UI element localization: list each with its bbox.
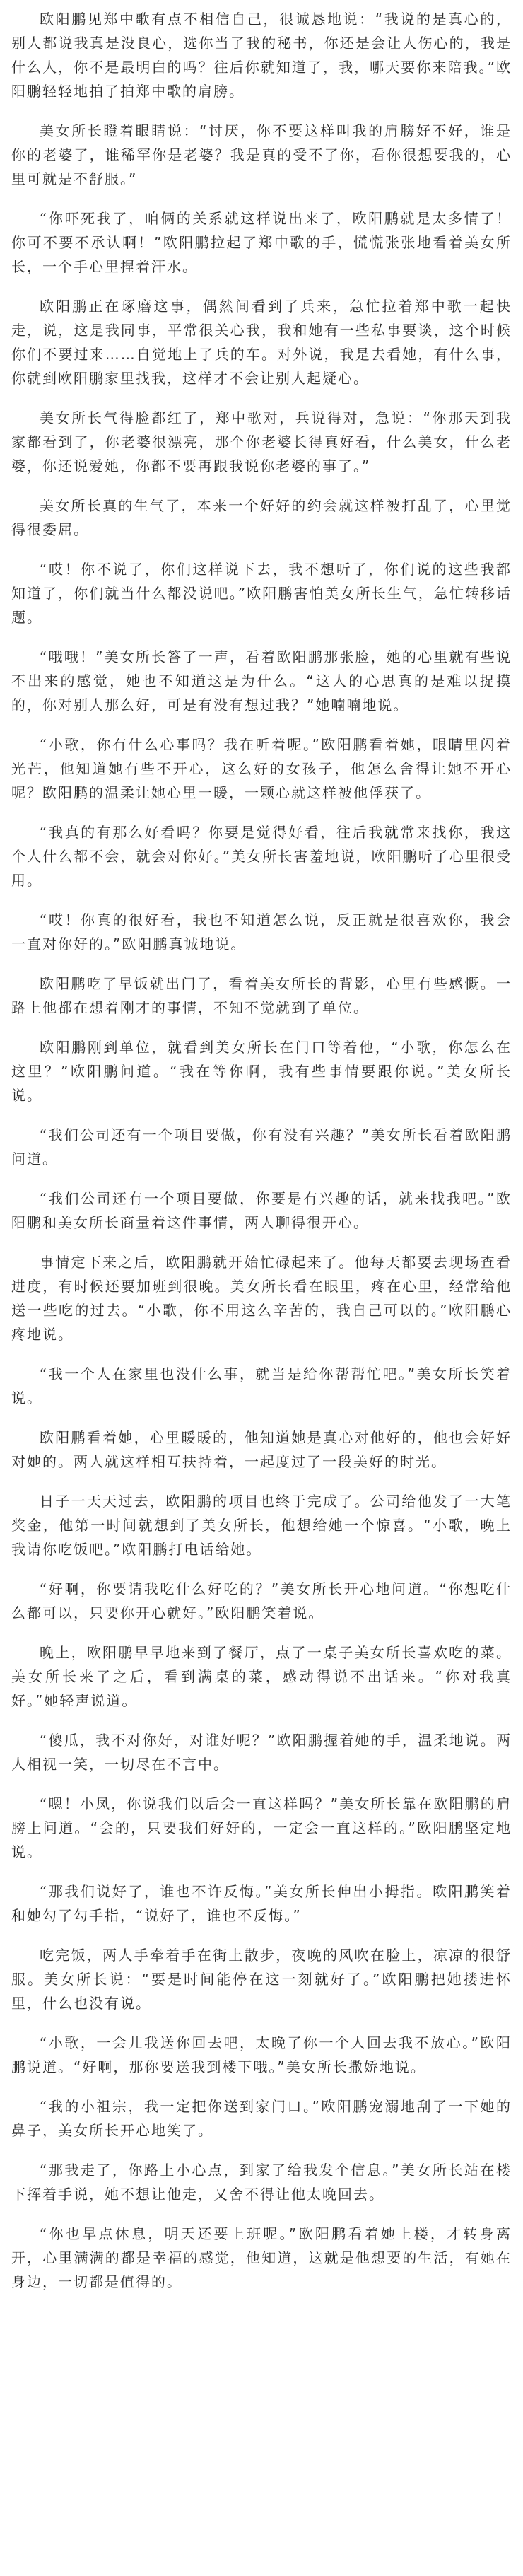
paragraph-4: 欧阳鹏正在琢磨这事，偶然间看到了兵来，急忙拉着郑中歌一起快走，说，这是我同事，平常很关心我，我和她有一些私事要谈，这个时候你们不要过来……自觉地上了兵的车。对外说，我是去看她，有什么事，你就到欧阳鹏家里找我，这样才不会让别人起疑心。 xyxy=(11,298,512,387)
paragraph-6: 美女所长真的生气了，本来一个好好的约会就这样被打乱了，心里觉得很委屈。 xyxy=(11,497,512,538)
paragraph-20: “好啊，你要请我吃什么好吃的？”美女所长开心地问道。“你想吃什么都可以，只要你开心就好。”欧阳鹏笑着说。 xyxy=(11,1580,512,1621)
paragraph-12: 欧阳鹏吃了早饭就出门了，看着美女所长的背影，心里有些感慨。一路上他都在想着刚才的事情，不知不觉就到了单位。 xyxy=(11,975,512,1016)
paragraph-26: “小歌，一会儿我送你回去吧，太晚了你一个人回去我不放心。”欧阳鹏说道。“好啊，那你要送我到楼下哦。”美女所长撒娇地说。 xyxy=(11,2034,512,2075)
paragraph-3: “你吓死我了，咱俩的关系就这样说出来了，欧阳鹏就是太多情了！你可不要不承认啊！”欧阳鹏拉起了郑中歌的手，慌慌张张地看着美女所长，一个手心里捏着汗水。 xyxy=(11,210,512,275)
paragraph-25: 吃完饭，两人手牵着手在街上散步，夜晚的风吹在脸上，凉凉的很舒服。美女所长说：“要是时间能停在这一刻就好了。”欧阳鹏把她搂进怀里，什么也没有说。 xyxy=(11,1947,512,2012)
paragraph-28: “那我走了，你路上小心点，到家了给我发个信息。”美女所长站在楼下挥着手说，她不想让他走，又舍不得让他太晚回去。 xyxy=(11,2162,512,2203)
paragraph-1: 欧阳鹏见郑中歌有点不相信自己，很诚恳地说：“我说的是真心的，别人都说我真是没良心，选你当了我的秘书，你还是会让人伤心的，我是什么人，你不是最明白的吗？往后你就知道了，我，哪天要你来陪我。”欧阳鹏轻轻地拍了拍郑中歌的肩膀。 xyxy=(11,11,512,100)
paragraph-23: “嗯！小凤，你说我们以后会一直这样吗？”美女所长靠在欧阳鹏的肩膀上问道。“会的，只要我们好好的，一定会一直这样的。”欧阳鹏坚定地说。 xyxy=(11,1795,512,1860)
paragraph-27: “我的小祖宗，我一定把你送到家门口。”欧阳鹏宠溺地刮了一下她的鼻子，美女所长开心地笑了。 xyxy=(11,2098,512,2139)
paragraph-15: “我们公司还有一个项目要做，你要是有兴趣的话，就来找我吧。”欧阳鹏和美女所长商量着这件事情，两人聊得很开心。 xyxy=(11,1190,512,1231)
paragraph-8: “哦哦！”美女所长答了一声，看着欧阳鹏那张脸，她的心里就有些说不出来的感觉，她也不知道这是为什么。“这人的心思真的是难以捉摸的，你对别人那么好，可是有没有想过我？”她喃喃地说。 xyxy=(11,648,512,713)
paragraph-11: “哎！你真的很好看，我也不知道怎么说，反正就是很喜欢你，我会一直对你好的。”欧阳鹏真诚地说。 xyxy=(11,911,512,952)
paragraph-10: “我真的有那么好看吗？你要是觉得好看，往后我就常来找你，我这个人什么都不会，就会对你好。”美女所长害羞地说，欧阳鹏听了心里很受用。 xyxy=(11,824,512,889)
paragraph-21: 晚上，欧阳鹏早早地来到了餐厅，点了一桌子美女所长喜欢吃的菜。美女所长来了之后，看到满桌的菜，感动得说不出话来。“你对我真好。”她轻声说道。 xyxy=(11,1644,512,1709)
paragraph-13: 欧阳鹏刚到单位，就看到美女所长在门口等着他，“小歌，你怎么在这里？”欧阳鹏问道。“我在等你啊，我有些事情要跟你说。”美女所长说。 xyxy=(11,1039,512,1104)
paragraph-9: “小歌，你有什么心事吗？我在听着呢。”欧阳鹏看着她，眼睛里闪着光芒，他知道她有些不开心，这么好的女孩子，他怎么舍得让她不开心呢？欧阳鹏的温柔让她心里一暖，一颗心就这样被他俘获了。 xyxy=(11,736,512,801)
paragraph-19: 日子一天天过去，欧阳鹏的项目也终于完成了。公司给他发了一大笔奖金，他第一时间就想到了美女所长，他想给她一个惊喜。“小歌，晚上我请你吃饭吧。”欧阳鹏打电话给她。 xyxy=(11,1493,512,1558)
paragraph-24: “那我们说好了，谁也不许反悔。”美女所长伸出小拇指。欧阳鹏笑着和她勾了勾手指，“说好了，谁也不反悔。” xyxy=(11,1883,512,1924)
paragraph-5: 美女所长气得脸都红了，郑中歌对，兵说得对，急说：“你那天到我家都看到了，你老婆很漂亮，那个你老婆长得真好看，什么美女，什么老婆，你还说爱她，你都不要再跟我说你老婆的事了。” xyxy=(11,409,512,474)
paragraph-14: “我们公司还有一个项目要做，你有没有兴趣？”美女所长看着欧阳鹏问道。 xyxy=(11,1126,512,1167)
paragraph-17: “我一个人在家里也没什么事，就当是给你帮帮忙吧。”美女所长笑着说。 xyxy=(11,1365,512,1406)
paragraph-2: 美女所长瞪着眼睛说：“讨厌，你不要这样叫我的肩膀好不好，谁是你的老婆了，谁稀罕你是老婆？我是真的受不了你，看你很想要我的，心里可就是不舒服。” xyxy=(11,122,512,187)
paragraph-22: “傻瓜，我不对你好，对谁好呢？”欧阳鹏握着她的手，温柔地说。两人相视一笑，一切尽在不言中。 xyxy=(11,1732,512,1773)
paragraph-16: 事情定下来之后，欧阳鹏就开始忙碌起来了。他每天都要去现场查看进度，有时候还要加班到很晚。美女所长看在眼里，疼在心里，经常给他送一些吃的过去。“小歌，你不用这么辛苦的，我自己可以的。”欧阳鹏心疼地说。 xyxy=(11,1254,512,1343)
paragraph-7: “哎！你不说了，你们这样说下去，我不想听了，你们说的这些我都知道了，你们就当什么都没说吧。”欧阳鹏害怕美女所长生气，急忙转移话题。 xyxy=(11,561,512,626)
paragraph-29: “你也早点休息，明天还要上班呢。”欧阳鹏看着她上楼，才转身离开，心里满满的都是幸福的感觉，他知道，这就是他想要的生活，有她在身边，一切都是值得的。 xyxy=(11,2225,512,2290)
paragraph-18: 欧阳鹏看着她，心里暖暖的，他知道她是真心对他好的，他也会好好对她的。两人就这样相互扶持着，一起度过了一段美好的时光。 xyxy=(11,1429,512,1470)
